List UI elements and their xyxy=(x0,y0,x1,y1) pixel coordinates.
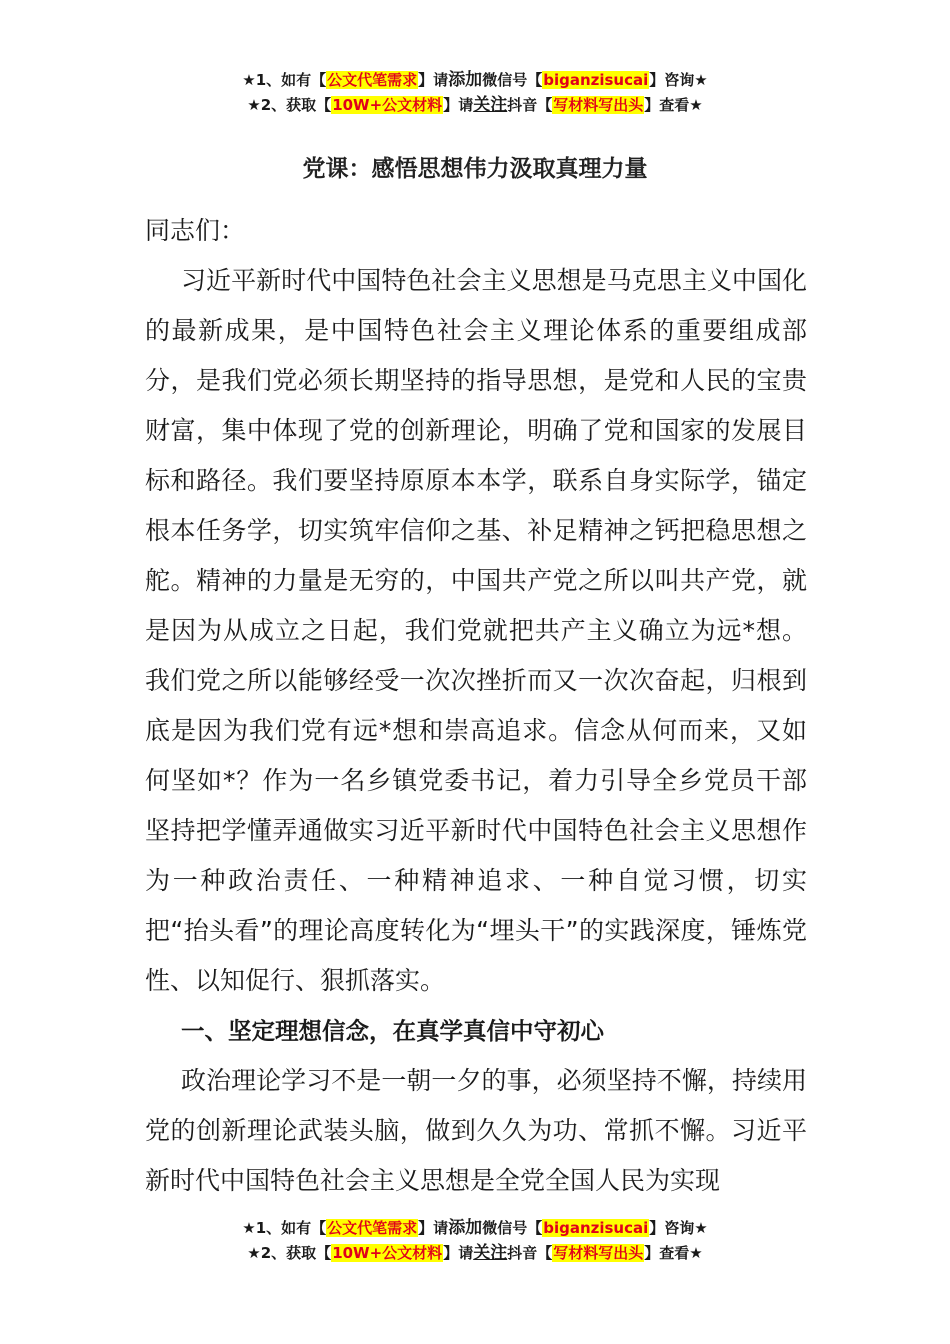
highlight-service: 公文代笔需求 xyxy=(327,1219,418,1237)
promo-text: 抖音【 xyxy=(507,1244,553,1262)
promo-line-2 xyxy=(0,93,950,118)
emphasis-text: 添加 xyxy=(448,70,483,90)
promo-line-2 xyxy=(0,1241,950,1266)
document-title: 党课：感悟思想伟力汲取真理力量 xyxy=(302,156,648,182)
highlight-wechat-id: biganzisucai xyxy=(543,1219,649,1237)
salutation: 同志们： xyxy=(145,216,246,245)
promo-text: 】查看★ xyxy=(644,1244,703,1262)
emphasis-text: 添加 xyxy=(448,1218,483,1238)
highlight-service: 公文代笔需求 xyxy=(327,71,418,89)
highlight-materials: 10W+公文材料 xyxy=(332,1244,443,1262)
top-promo-banner xyxy=(0,68,950,118)
highlight-wechat-id: biganzisucai xyxy=(543,71,649,89)
document-body xyxy=(145,206,807,1206)
promo-text: 】查看★ xyxy=(644,96,703,114)
promo-text: 抖音【 xyxy=(507,96,553,114)
promo-line-1 xyxy=(0,68,950,93)
promo-text: 】咨询★ xyxy=(649,71,708,89)
promo-text: ★2、获取【 xyxy=(247,96,332,114)
highlight-account: 写材料写出头 xyxy=(553,96,644,114)
promo-text: ★1、如有【 xyxy=(242,71,327,89)
promo-text: 】咨询★ xyxy=(649,1219,708,1237)
highlight-account: 写材料写出头 xyxy=(553,1244,644,1262)
paragraph: 习近平新时代中国特色社会主义思想是马克思主义中国化的最新成果，是中国特色社会主义理论体系的重要组成部分，是我们党必须长期坚持的指导思想，是党和人民的宝贵财富，集中体现了党的创新理论，明确了党和国家的发展目标和路径。我们要坚持原原本本学，联系自身实际学，锚定根本任务学，切实筑牢信仰之基、补足精神之钙把稳思想之舵。精神的力量是无穷的，中国共产党之所以叫共产党，就是因为从成立之日起，我们党就把共产主义确立为远*想。我们党之所以能够经受一次次挫折而又一次次奋起，归根到底是因为我们党有远*想和崇高追求。信念从何而来，又如何坚如*？作为一名乡镇党委书记，着力引导全乡党员干部坚持把学懂弄通做实习近平新时代中国特色社会主义思想作为一种政治责任、一种精神追求、一种自觉习惯，切实把“抬头看”的理论高度转化为“埋头干”的实践深度，锤炼党性、以知促行、狠抓落实。 xyxy=(145,266,807,995)
promo-text: 微信号【 xyxy=(482,71,543,89)
promo-text: ★1、如有【 xyxy=(242,1219,327,1237)
promo-text: 】请 xyxy=(418,71,449,89)
promo-text: 】请 xyxy=(443,1244,474,1262)
section-heading: 一、坚定理想信念，在真学真信中守初心 xyxy=(181,1017,604,1045)
bottom-promo-banner xyxy=(0,1216,950,1266)
promo-line-1 xyxy=(0,1216,950,1241)
emphasis-text: 关注 xyxy=(473,95,508,115)
highlight-materials: 10W+公文材料 xyxy=(332,96,443,114)
promo-text: ★2、获取【 xyxy=(247,1244,332,1262)
emphasis-text: 关注 xyxy=(473,1243,508,1263)
promo-text: 】请 xyxy=(443,96,474,114)
promo-text: 微信号【 xyxy=(482,1219,543,1237)
paragraph: 政治理论学习不是一朝一夕的事，必须坚持不懈，持续用党的创新理论武装头脑，做到久久为功、常抓不懈。习近平新时代中国特色社会主义思想是全党全国人民为实现 xyxy=(145,1066,807,1195)
promo-text: 】请 xyxy=(418,1219,449,1237)
